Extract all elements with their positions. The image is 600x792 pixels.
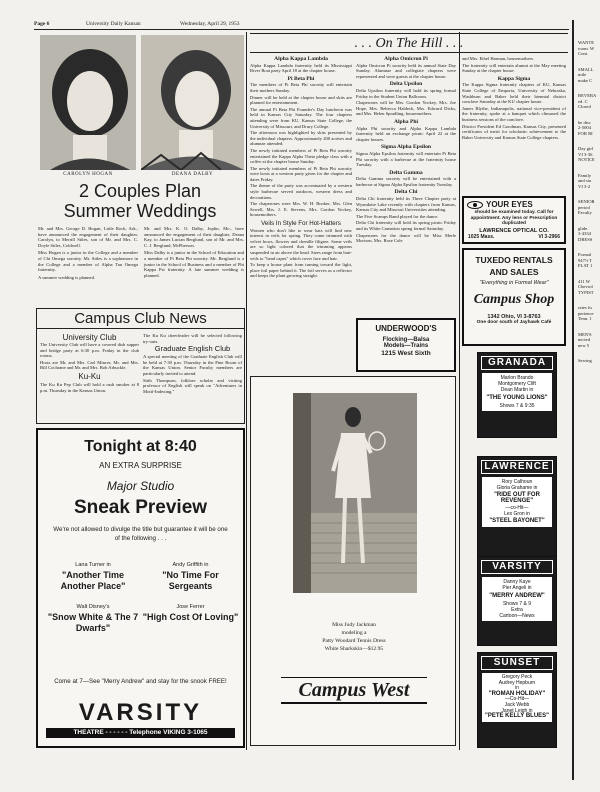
fragment-line: Closed <box>578 104 591 109</box>
tuxedo-line-2: AND SALES <box>489 267 539 277</box>
movie-title: "STEEL BAYONET" <box>489 518 545 524</box>
option-title: "No Time For Sergeants <box>162 570 219 591</box>
portrait-drawing <box>40 35 136 170</box>
paragraph: Delta Chi fraternity will hold its spring picnic Friday and its White Carnation spring formal Saturday. <box>356 220 456 232</box>
theater-name: LAWRENCE <box>481 460 553 474</box>
paragraph: A special meeting of the Graduate English Club will be held at 7:30 p.m. Thursday in the Pine Room of the Kansas Union. Senior Faculty members are particularly invited to attend. <box>143 354 242 376</box>
tuxedo-line-1: TUXEDO RENTALS <box>475 255 553 265</box>
granada-ad <box>477 352 557 438</box>
fragment-line: VI 3-2 <box>578 183 591 189</box>
varsity-logo: VARSITY <box>78 699 203 726</box>
paragraph: The chaperones were Mrs. W. H. Booker, Mrs. Glen Sewell, Mrs. J. E. Stevens, Mrs. Gordon Yockey, housemothers. <box>250 201 352 218</box>
extra-line: Extra <box>511 607 523 613</box>
paragraph: The Ku Ku cheerleader will be selected following try-outs. <box>143 333 242 344</box>
option-title: "Another Time Another Place" <box>60 570 126 591</box>
optical-ad <box>462 196 566 244</box>
paragraph: Chaperones will be Mrs. Gordon Yockey, Mrs. Joe Hope, Mrs. Rebecca Haldeck, Mrs. Edward Dicks, and Mrs. Helen Spradling, housemothers. <box>356 100 456 117</box>
option-title: "High Cost Of Loving" <box>142 612 239 622</box>
preview-blurb: We're not allowed to divulge the title but guarantee it will be one of the following . . . <box>53 526 228 542</box>
fragment-line: and stu <box>578 178 592 183</box>
show-times: Shows 7 & 9 <box>502 601 532 607</box>
option-star: Walt Disney's <box>76 604 110 610</box>
paragraph: Alpha Omicron Pi sorority held its annual State Day Sunday. Alumnae and collegiate chapters were represented and were guests at the chapter house. <box>356 62 456 79</box>
paragraph: Dinner will be held at the chapter house and skits are planned for entertainment. <box>250 94 352 106</box>
option-star: Lana Turner in <box>75 562 111 568</box>
cast-line: Rory Calhoun <box>501 479 533 485</box>
cast-line: Marlon Brando <box>500 375 534 381</box>
paragraph: Delta Upsilon fraternity will hold its spring formal Friday in the Student Union Ballroom. <box>356 87 456 99</box>
option-star: Andy Griffith in <box>172 562 209 568</box>
preview-options <box>44 562 239 634</box>
tuxedo-ad <box>462 248 566 346</box>
fragment-line: 3-4334 <box>578 231 592 236</box>
fragment-line: SMALL <box>578 66 594 72</box>
show-times: Shows 7 & 9:35 <box>499 403 535 409</box>
caption-deana: DEANA DALBY <box>171 172 214 177</box>
optical-headline <box>467 200 561 209</box>
preview-major-studio: Major Studio <box>106 479 175 493</box>
ku-ku-head: Ku-Ku <box>78 371 101 381</box>
banner-text: . . . On The Hill . . . <box>354 36 464 51</box>
caption-line: White Sharkskin—$12.95 <box>324 646 384 652</box>
alpha-kappa-lambda-head: Alpha Kappa Lambda <box>274 56 328 62</box>
paragraph: To keep a house plant from turning toward the light, place foil paper behind it. The foil serves as a reflector and keeps the plant growing straight. <box>250 262 352 279</box>
underwoods-address: 1215 West Sixth <box>381 350 431 357</box>
theater-name: SUNSET <box>481 656 553 670</box>
movie-title: "MERRY ANDREW" <box>489 593 545 599</box>
option-title: "Snow White & The 7 Dwarfs" <box>47 612 139 633</box>
paragraph: The Kappa Sigma fraternity chapters of KU, Kansas State College of Emporia, University of Nebraska, Washburn and Baker held their biennial district conclave Saturday at the KU chapter house. <box>462 82 566 105</box>
fragment-line: Cont. <box>578 51 589 56</box>
underwoods-line-2: Models—Trains <box>383 343 429 349</box>
paragraph: The theme of the party was accentuated by a western style barbecue served outdoors, western dress and decorations. <box>250 183 352 200</box>
cast-line: Dean Martin in <box>500 387 534 393</box>
cast-line: Lex Gron in <box>504 511 530 517</box>
caption-carolyn: CAROLYN HOGAN <box>63 172 113 177</box>
paragraph: Alpha Phi sorority and Alpha Kappa Lambda fraternity held an exchange picnic April 22 at the chapter houses. <box>356 125 456 142</box>
weddings-col-2 <box>144 226 244 278</box>
delta-gamma-head: Delta Gamma <box>389 169 423 176</box>
sunset-ad <box>477 652 557 748</box>
paragraph: Sigma Alpha Epsilon fraternity will entertain Pi Beta Phi sorority with a barbecue at the fraternity house Tuesday. <box>356 150 456 168</box>
paragraph: Stith Thompson, folklore scholar and visiting professor of English will speak on "Adventures in Motif-Indexing." <box>143 377 242 394</box>
optical-address: 1025 Mass. <box>468 233 495 240</box>
hill-col-c <box>462 56 566 140</box>
fragment-line: Family <box>578 172 592 178</box>
preview-footer: Come at 7—See "Merry Andrew" and stay for the snook FREE! <box>54 678 227 685</box>
paragraph: The Five Scamps Band played for the dance. <box>356 213 439 219</box>
fragment-line: DRESS <box>578 236 593 242</box>
tuxedo-note: One door south of Jayhawk Café <box>476 320 552 325</box>
fragment-line: Tenn. 1 <box>578 316 592 321</box>
tennis-model-drawing <box>293 393 417 593</box>
campus-club-banner: Campus Club News <box>37 309 244 329</box>
cast-line: Pier Angeli in <box>502 585 532 591</box>
cast-line: Gloria Grahame in <box>496 485 538 491</box>
fragment-line: FLAT 1 <box>578 263 593 268</box>
paragraph: The newly initiated members of Pi Beta Phi sorority were hosts at a western party given for the chapter and dates Friday. <box>250 165 352 182</box>
headline-line-1: 2 Couples Plan <box>78 181 202 201</box>
paragraph: and Mrs. Ethel Harman, housemothers. <box>462 56 535 61</box>
fragment-line: room. W <box>578 45 595 51</box>
campus-club-box <box>36 308 245 424</box>
paragraph: The annual Pi Beta Phi Founder's Day luncheon was held in Kansas City Saturday. The four chapters attending were from KU, Kansas State College, the University of Missouri, and Drury College. <box>250 106 352 129</box>
paragraph: Delta Chi fraternity held its Three Chapter party at Wyandotte Lake recently with chapters from Kansas, Kansas City and Missouri Universities attending. <box>356 196 456 213</box>
weddings-headline <box>36 181 244 221</box>
optical-name: LAWRENCE OPTICAL CO. <box>479 227 549 234</box>
paragraph: Miss Dalby is a junior in the School of Education and a member of Pi Beta Phi sorority. Mr. Berglund is a junior in the School of Business and a member of Phi Kappa Psi fraternity. A late summer wedding is planned. <box>144 250 244 278</box>
kappa-sigma-head: Kappa Sigma <box>497 75 531 82</box>
paragraph: Miss Hogan is a junior in the College and a member of Chi Omega sorority. Mr. Stiles is a sophomore in the College and a member of Alpha Tau Omega fraternity. <box>38 250 138 273</box>
paragraph: Hosts are Mr. and Mrs. Carl Mincer, Mr. and Mrs. Bill Cochrane and Mr. and Mrs. Bob Arbuckle. <box>40 359 139 371</box>
lawrence-ad <box>477 456 557 560</box>
fragment-line: Formal <box>578 252 592 257</box>
carolyn-hogan-photo <box>40 35 136 170</box>
fragment-line: Day girl <box>578 146 594 151</box>
paragraph: The University Club will have a covered dish supper and bridge party at 6:30 p.m. Friday in the club rooms. <box>40 342 139 359</box>
paragraph: A summer wedding is planned. <box>38 274 96 280</box>
paragraph: James Blythe, Indianapolis, national vice-president of the fraternity, spoke at a banquet which climaxed the business sessions of the conclave. <box>462 105 566 122</box>
fragment-line: Chevrol <box>578 284 593 289</box>
cast-line: Audrey Hepburn <box>498 679 536 686</box>
option-star: Jose Ferrer <box>176 604 205 610</box>
fragment-line: period <box>578 204 590 210</box>
fragment-line: SENIOR <box>578 199 595 204</box>
underwoods-ad <box>356 318 456 372</box>
optical-body: should be examined today. Call for appointment. Any lens or Prescription duplicated <box>470 210 558 227</box>
cast-line: Gregory Peck <box>501 674 533 680</box>
campus-club-col-2 <box>143 333 242 394</box>
caption-line: Patty Woodard Tennis Dress <box>322 638 386 644</box>
headline-line-2: Summer Weddings <box>63 201 217 221</box>
fragment-line: NOTICE <box>578 157 595 162</box>
underwoods-line-1: Flocking—Balsa <box>382 337 430 343</box>
fragment-line: make C <box>578 77 593 83</box>
varsity-phone: THEATRE - - - - - - Telephone VIKING 3-1065 <box>46 728 235 738</box>
caption-line: modeling a <box>341 630 367 636</box>
fragment-line: be disc <box>578 119 591 125</box>
eye-icon <box>467 201 483 209</box>
underwoods-name: UNDERWOOD'S <box>375 324 437 333</box>
optical-title: YOUR EYES <box>486 200 533 209</box>
cast-line: Danny Kaye <box>503 579 531 585</box>
movie-title: "PETE KELLY BLUES" <box>484 713 550 720</box>
portrait-drawing <box>141 35 244 170</box>
paragraph: Mr. and Mrs. George D. Hogan, Little Rock, Ark., have announced the engagement of their daughter, Carolyn, to Merrill Stiles, son of Mr. and Mrs. C. Doyle Stiles, Coldwell. <box>38 226 138 248</box>
optical-phone: VI 3-2966 <box>538 233 560 240</box>
paragraph: District President Ed Goodman, Kansas City, presented certificates of merit for scholastic achievement to the Baker University and Kansas State College chapters. <box>462 123 566 140</box>
sneak-preview-ad <box>36 428 245 748</box>
fragment-line: new 5 <box>578 342 590 348</box>
fragment-line: mile <box>578 72 587 77</box>
fragment-line: ed. C <box>578 98 588 104</box>
page-header <box>34 20 569 29</box>
grad-english-head: Graduate English Club <box>154 344 231 354</box>
paragraph: Alpha Kappa Lambda fraternity held its Mississippi River Boat party April 18 at the chapter house. <box>250 62 352 74</box>
fragment-line: VI 3-36 <box>578 151 593 157</box>
adjacent-fragments <box>578 40 600 364</box>
campus-club-col-1 <box>40 333 139 393</box>
preview-sneak: Sneak Preview <box>73 497 208 518</box>
fragment-line: nected <box>578 337 590 342</box>
issue-date: Wednesday, April 29, 1953 <box>180 21 240 27</box>
caption-line: Miss Judy Jackman <box>332 622 376 628</box>
page-number: Page 6 <box>34 21 50 27</box>
fragment-line: Faculty <box>578 210 592 215</box>
theater-name: GRANADA <box>481 356 553 370</box>
delta-upsilon-head: Delta Upsilon <box>389 81 423 88</box>
fragment-line: MEN'S <box>578 331 592 337</box>
fragment-line: WANTE <box>578 40 595 45</box>
paragraph: The fraternity will entertain alumni at the May meeting Sunday at the chapter house. <box>462 62 566 74</box>
tuxedo-line-3: "Everything in Formal Wear" <box>479 280 549 286</box>
fragment-line: FOR BI <box>578 130 593 136</box>
deana-dalby-photo <box>141 35 244 170</box>
cast-line: —co-Hit— <box>505 505 529 511</box>
pi-beta-phi-head: Pi Beta Phi <box>287 75 315 82</box>
adjacent-page-strip <box>578 40 600 780</box>
campus-west-logo: Campus West <box>281 677 427 704</box>
fragment-line: Sewing <box>578 358 592 363</box>
movie-title: "THE YOUNG LIONS" <box>486 395 548 401</box>
campus-shop-logo: Campus Shop <box>473 292 555 307</box>
paragraph: The newly initiated members of Pi Beta Phi sorority entertained the Kappa Alpha Theta pledge class with a coffee at the chapter house Sunday. <box>250 147 352 165</box>
cast-line: Montgomery Clift <box>498 381 536 387</box>
hill-col-b <box>356 56 456 244</box>
university-club-head: University Club <box>62 333 117 342</box>
movie-title: "RIDE OUT FOR REVENGE" <box>494 492 540 504</box>
fragment-line: 2-5004 <box>578 125 592 130</box>
paper-name: University Daily Kansan <box>86 21 141 27</box>
fragment-line: rates fu <box>578 305 592 310</box>
movie-title: "ROMAN HOLIDAY" <box>488 690 546 697</box>
fashion-caption <box>255 621 453 653</box>
paragraph: The Ku Ku Pep Club will hold a rush smoker at 8 p.m. Thursday in the Kansas Union. <box>40 381 139 393</box>
paragraph: The afternoon was highlighted by skits presented by the individual chapters. Approximately 200 actives and alumnae attended. <box>250 130 352 147</box>
on-the-hill-banner <box>250 33 568 53</box>
campus-west-ad <box>250 376 456 746</box>
theater-name: VARSITY <box>481 560 553 574</box>
alpha-phi-head: Alpha Phi <box>393 118 419 125</box>
preview-extra: AN EXTRA SURPRISE <box>99 461 182 470</box>
cast-line: in <box>515 685 519 692</box>
preview-time: Tonight at 8:40 <box>84 438 197 455</box>
alpha-omicron-pi-head: Alpha Omicron Pi <box>384 56 428 62</box>
tennis-dress-photo <box>293 393 417 593</box>
cast-line: Janet Leigh in <box>501 707 533 714</box>
veils-head: Veils In Style For Hot-Hatters <box>261 220 341 228</box>
cast-line: —Co-Hit— <box>504 696 530 703</box>
delta-chi-head: Delta Chi <box>394 189 418 196</box>
paragraph: Delta Gamma sorority will be entertained with a barbecue at Sigma Alpha Epsilon fraternity Tuesday. <box>356 176 456 187</box>
tuxedo-address: 1342 Ohio, VI 3-8763 <box>487 314 541 320</box>
hill-col-a <box>250 56 352 279</box>
fragment-line: BEVERA <box>578 93 597 98</box>
fragment-line: glide. <box>578 225 589 231</box>
extra-line: Cartoon—News <box>499 613 535 619</box>
paragraph: Chaperones for the dance will be Miss Merle Morison, Mrs. Rose Cole <box>356 232 456 244</box>
fragment-line: TYPIST <box>578 289 594 295</box>
paragraph: The members of Pi Beta Phi sorority will entertain their mothers Sunday. <box>250 82 352 93</box>
paragraph: Women who don't like to wear hats will find new interest in veils for spring. They come trimmed with velvet bows, flowers and chenille filigree. Some veils are so light colored that the trimming appears suspended in air above the head. Sizes range from hair-veils to "head capes" which cover face and hair. <box>250 227 352 261</box>
sigma-alpha-epsilon-head: Sigma Alpha Epsilon <box>380 144 432 151</box>
fragment-line: perience <box>578 310 594 316</box>
varsity-theater-ad <box>477 556 557 646</box>
cast-line: Jack Webb <box>504 701 530 708</box>
weddings-col-1 <box>38 226 138 280</box>
paragraph: Mr. and Mrs. K. O. Dalby, Joplin, Mo., have announced the engagement of their daughter, Deana Kay, to James Lucian Berglund, son of Mr. and Mrs. C. J. Berglund, McPherson. <box>144 226 244 248</box>
fragment-line: 947½ T <box>578 257 593 263</box>
fragment-line: 411 W <box>578 278 591 284</box>
